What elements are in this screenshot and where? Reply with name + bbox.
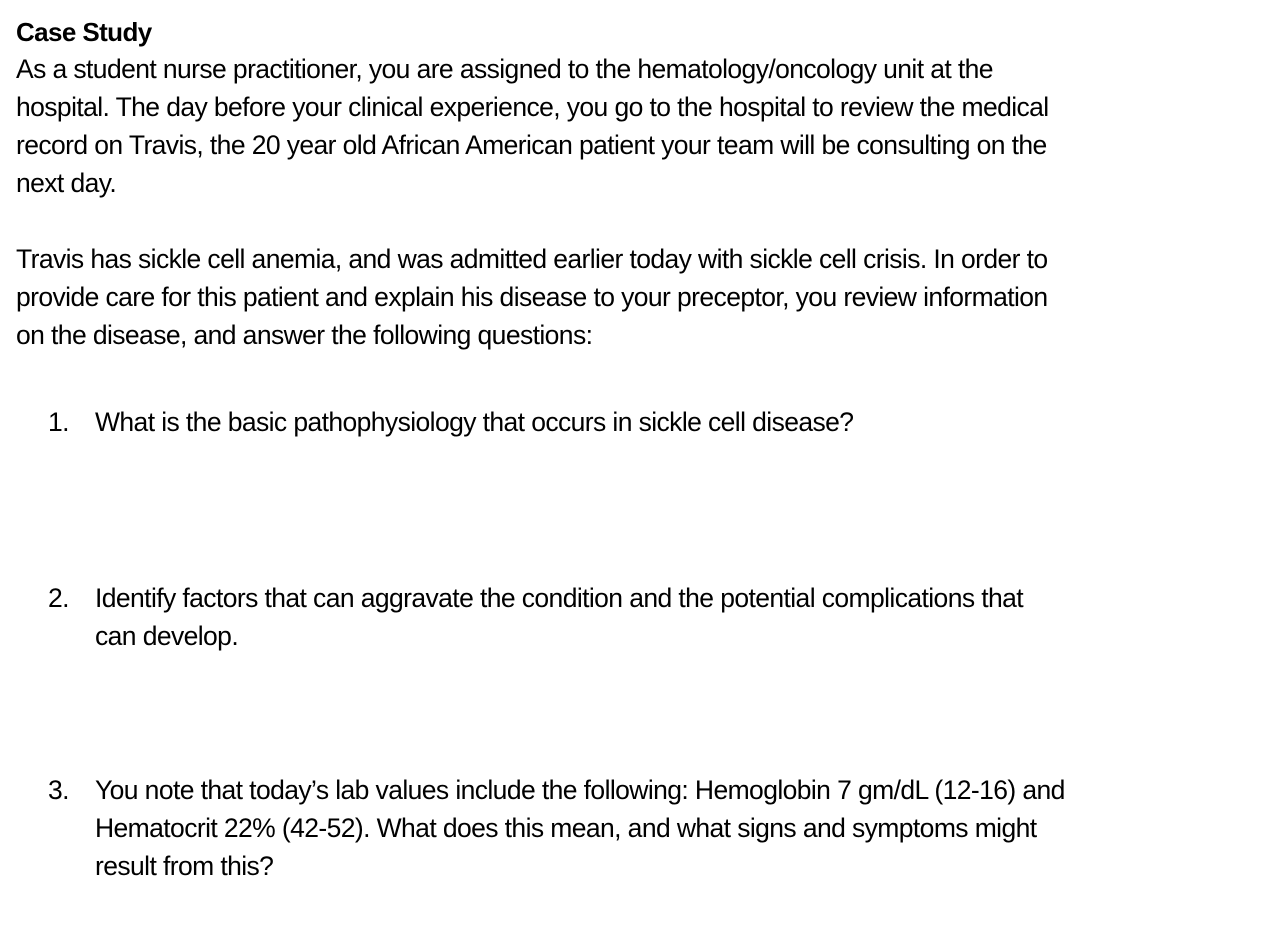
paragraph-line: next day. [16, 168, 117, 198]
intro-paragraph [16, 50, 1252, 202]
question-item [48, 771, 1236, 885]
question-item [48, 579, 1236, 655]
context-paragraph [16, 240, 1252, 354]
document-page [16, 14, 1252, 354]
question-line: You note that today’s lab values include the following: Hemoglobin 7 gm/dL (12-16) and [95, 775, 1065, 805]
question-number: 1. [48, 407, 69, 437]
paragraph-line: provide care for this patient and explain his disease to your preceptor, you review information [16, 282, 1048, 312]
question-item [48, 403, 1236, 441]
paragraph-line: hospital. The day before your clinical experience, you go to the hospital to review the medical [16, 92, 1049, 122]
question-line: Identify factors that can aggravate the condition and the potential complications that [95, 583, 1024, 613]
question-line: What is the basic pathophysiology that occurs in sickle cell disease? [95, 407, 854, 437]
question-text [95, 771, 1236, 885]
paragraph-line: Travis has sickle cell anemia, and was admitted earlier today with sickle cell crisis. In order to [16, 244, 1048, 274]
question-line: can develop. [95, 621, 239, 651]
question-number: 3. [48, 775, 69, 805]
paragraph-line: As a student nurse practitioner, you are assigned to the hematology/oncology unit at the [16, 54, 993, 84]
document-title: Case Study [16, 17, 152, 47]
question-line: Hematocrit 22% (42-52). What does this mean, and what signs and symptoms might [95, 813, 1037, 843]
question-line: result from this? [95, 851, 274, 881]
question-number: 2. [48, 583, 69, 613]
paragraph-line: record on Travis, the 20 year old African American patient your team will be consulting on the [16, 130, 1047, 160]
paragraph-line: on the disease, and answer the following questions: [16, 320, 593, 350]
question-text [95, 403, 1236, 441]
question-text [95, 579, 1236, 655]
